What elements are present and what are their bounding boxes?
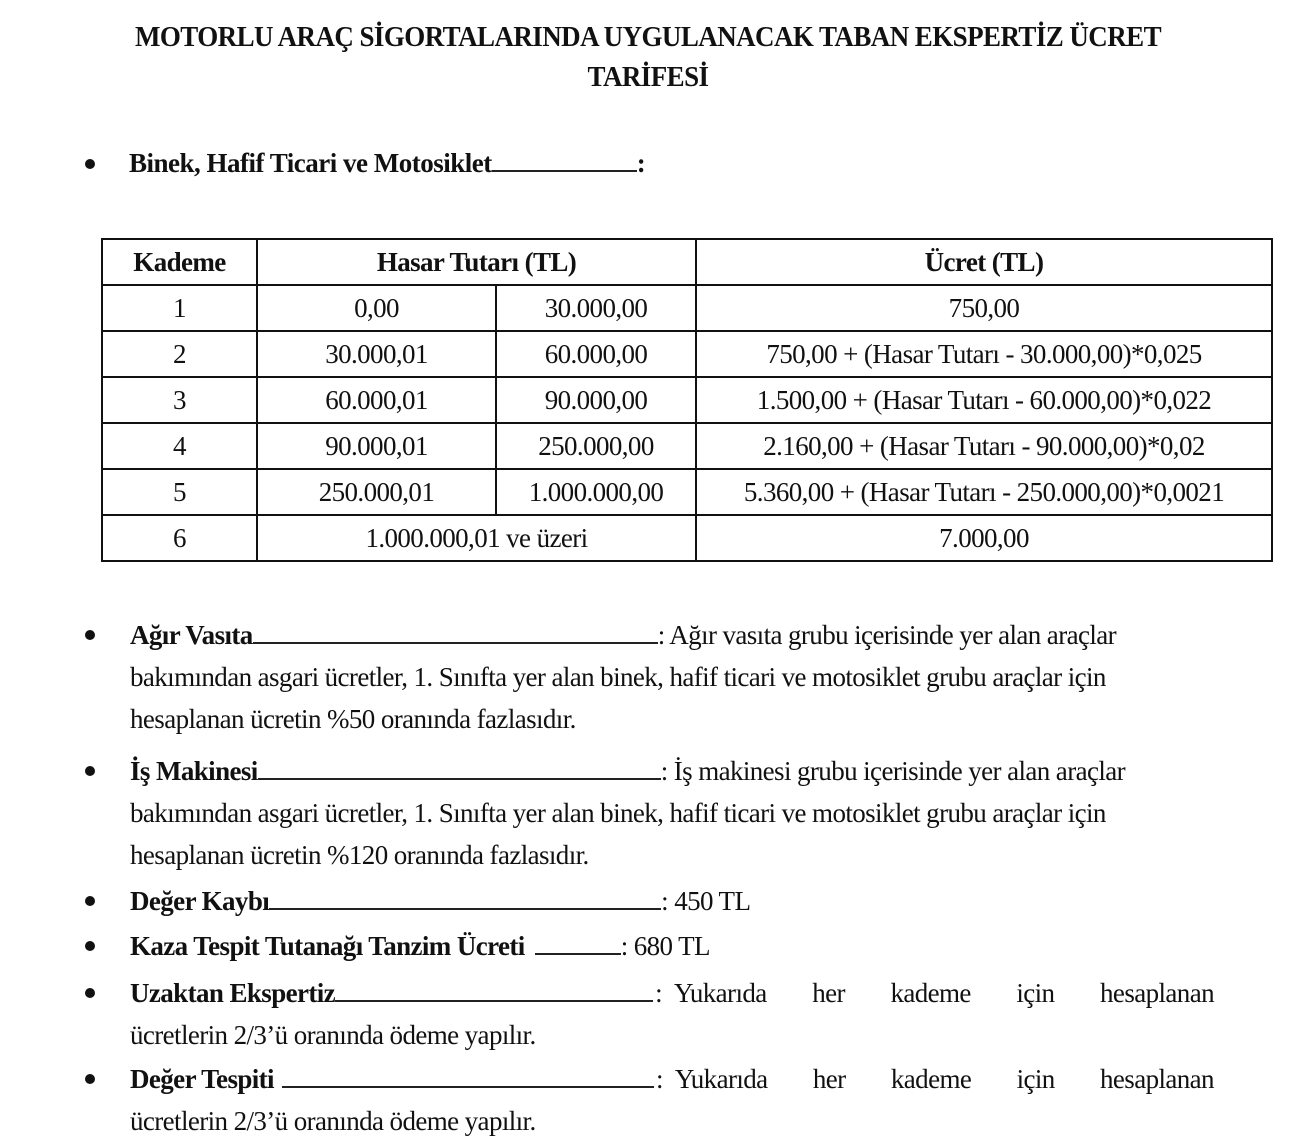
fill-underline (282, 1062, 654, 1088)
item-word: hesaplanan (1100, 1064, 1214, 1094)
item-word: kademe (890, 978, 971, 1008)
cell-ucret: 1.500,00 + (Hasar Tutarı - 60.000,00)*0,022 (696, 377, 1272, 423)
cell-kademe: 6 (102, 515, 257, 561)
item-word: her (812, 978, 845, 1008)
bullet-icon (85, 988, 95, 998)
table-row (102, 423, 1272, 469)
table-header-row (102, 239, 1272, 285)
item-kaza-tespit (82, 925, 1214, 967)
item-label: Değer Kaybı (130, 886, 270, 916)
item-deger-kaybi (82, 880, 1214, 922)
item-uzaktan-ekspertiz (82, 972, 1214, 1056)
item-label: Değer Tespiti (130, 1064, 274, 1094)
cell-kademe: 2 (102, 331, 257, 377)
item-text: : Ağır vasıta grubu içerisinde yer alan araçlar (657, 620, 1117, 650)
bullet-icon (85, 941, 95, 951)
section-binek-label: Binek, Hafif Ticari ve Motosiklet (129, 148, 492, 178)
table-row (102, 377, 1272, 423)
cell-hasar-to: 90.000,00 (496, 377, 696, 423)
fill-underline (335, 976, 653, 1002)
item-word: Yukarıda (673, 978, 767, 1008)
cell-hasar-to: 1.000.000,00 (496, 469, 696, 515)
item-deger-tespiti (82, 1058, 1214, 1142)
cell-hasar-range: 1.000.000,01 ve üzeri (257, 515, 696, 561)
item-text: : İş makinesi grubu içerisinde yer alan araçlar (660, 756, 1126, 786)
item-text-line: bakımından asgari ücretler, 1. Sınıfta yer alan binek, hafif ticari ve motosiklet grubu araçlar için (130, 798, 1106, 828)
fill-underline (535, 929, 621, 955)
item-label: İş Makinesi (130, 756, 258, 786)
item-value: : 450 TL (661, 886, 751, 916)
header-kademe: Kademe (102, 239, 257, 285)
document-title-line-2: TARİFESİ (587, 61, 709, 93)
header-ucret: Ücret (TL) (696, 239, 1272, 285)
item-text-line: bakımından asgari ücretler, 1. Sınıfta yer alan binek, hafif ticari ve motosiklet grubu araçlar için (130, 662, 1106, 692)
cell-hasar-from: 90.000,01 (257, 423, 496, 469)
table-row (102, 331, 1272, 377)
document-title-line-1: MOTORLU ARAÇ SİGORTALARINDA UYGULANACAK TABAN EKSPERTİZ ÜCRET (134, 21, 1162, 53)
cell-ucret: 2.160,00 + (Hasar Tutarı - 90.000,00)*0,02 (696, 423, 1272, 469)
fill-underline (269, 884, 661, 910)
item-label: Ağır Vasıta (130, 620, 253, 650)
item-colon: : (655, 978, 662, 1008)
cell-hasar-to: 250.000,00 (496, 423, 696, 469)
item-label: Kaza Tespit Tutanağı Tanzim Ücreti (130, 931, 525, 961)
item-word: her (812, 1064, 846, 1094)
bullet-icon (85, 630, 95, 640)
table-row (102, 469, 1272, 515)
item-text-line: hesaplanan ücretin %50 oranında fazlasıdır. (130, 704, 576, 734)
item-word: için (1016, 1064, 1055, 1094)
section-binek-colon: : (636, 148, 646, 178)
cell-hasar-to: 30.000,00 (496, 285, 696, 331)
cell-hasar-from: 0,00 (257, 285, 496, 331)
item-text-line: ücretlerin 2/3’ü oranında ödeme yapılır. (130, 1106, 536, 1136)
item-colon: : (655, 1064, 663, 1094)
cell-hasar-from: 60.000,01 (257, 377, 496, 423)
fill-underline (492, 144, 637, 172)
item-text-line: ücretlerin 2/3’ü oranında ödeme yapılır. (130, 1020, 536, 1050)
cell-hasar-from: 250.000,01 (257, 469, 496, 515)
item-word: hesaplanan (1100, 978, 1214, 1008)
cell-hasar-from: 30.000,01 (257, 331, 496, 377)
cell-ucret: 750,00 (696, 285, 1272, 331)
item-value: : 680 TL (620, 931, 710, 961)
item-word: kademe (890, 1064, 972, 1094)
bullet-icon (85, 766, 95, 776)
bullet-icon (85, 896, 95, 906)
item-agir-vasita (82, 614, 1214, 740)
header-hasar-tutari: Hasar Tutarı (TL) (257, 239, 696, 285)
cell-kademe: 1 (102, 285, 257, 331)
item-is-makinesi (82, 750, 1214, 876)
item-label: Uzaktan Ekspertiz (130, 978, 336, 1008)
table-row (102, 285, 1272, 331)
item-word: için (1016, 978, 1055, 1008)
cell-ucret: 750,00 + (Hasar Tutarı - 30.000,00)*0,025 (696, 331, 1272, 377)
cell-kademe: 3 (102, 377, 257, 423)
bullet-icon (85, 159, 95, 169)
fill-underline (258, 754, 661, 780)
table-row (102, 515, 1272, 561)
cell-ucret: 5.360,00 + (Hasar Tutarı - 250.000,00)*0,0021 (696, 469, 1272, 515)
cell-kademe: 5 (102, 469, 257, 515)
item-word: Yukarıda (674, 1064, 768, 1094)
cell-hasar-to: 60.000,00 (496, 331, 696, 377)
tariff-table (101, 238, 1273, 562)
item-text-line: hesaplanan ücretin %120 oranında fazlasıdır. (130, 840, 589, 870)
bullet-icon (85, 1074, 95, 1084)
cell-ucret: 7.000,00 (696, 515, 1272, 561)
cell-kademe: 4 (102, 423, 257, 469)
fill-underline (253, 618, 658, 644)
